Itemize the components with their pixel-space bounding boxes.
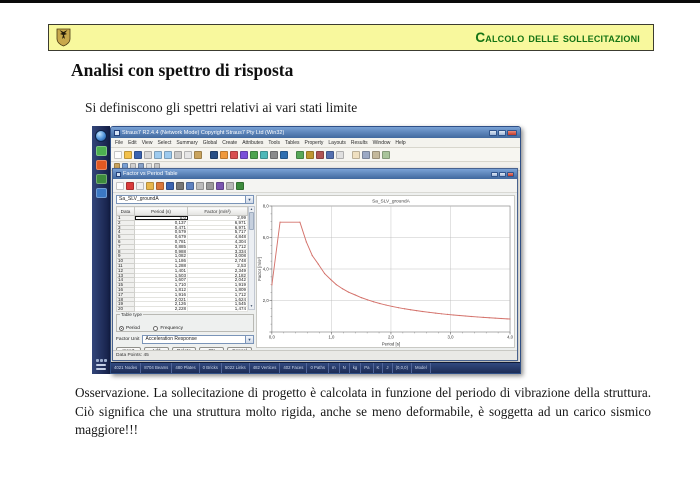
banner-title: Calcolo delle sollecitazioni (475, 30, 640, 45)
new-icon[interactable] (114, 151, 122, 159)
windows-taskbar (92, 126, 110, 374)
paste-up-icon[interactable] (146, 182, 154, 190)
menu-bar (111, 138, 520, 148)
cut-icon[interactable] (174, 151, 182, 159)
status-segment: K (374, 363, 384, 373)
close-button[interactable] (507, 130, 517, 136)
dialog-minimize-button[interactable] (491, 172, 498, 177)
table-cell[interactable]: 1,288 (135, 263, 188, 268)
taskbar-app-icon-3[interactable] (96, 174, 107, 184)
table-cell[interactable]: 9 (117, 254, 135, 259)
table-cell[interactable]: 2,182 (188, 273, 248, 278)
table-cell[interactable]: 3 (117, 225, 135, 230)
svg-text:Sa_SLV_groundA: Sa_SLV_groundA (372, 199, 410, 205)
snap-icon[interactable] (372, 151, 380, 159)
menu-window[interactable]: Window (372, 139, 391, 146)
table-panel (113, 193, 254, 350)
plot-options-icon[interactable] (236, 182, 244, 190)
status-segment: Model (412, 363, 431, 373)
svg-text:6,0: 6,0 (262, 234, 269, 241)
table-cell[interactable]: 2 (117, 220, 135, 225)
table-cell[interactable]: 1,916 (135, 292, 188, 297)
table-cell[interactable]: 2,042 (188, 278, 248, 283)
svg-text:4,0: 4,0 (507, 334, 513, 340)
table-cell[interactable]: 2,53 (188, 263, 248, 268)
renumber-icon[interactable] (196, 182, 204, 190)
spectrum-select-value: Sa_SLV_groundA (119, 196, 159, 202)
scroll-down-icon[interactable]: ▼ (249, 304, 254, 308)
undo-icon[interactable] (154, 151, 162, 159)
dialog-title: Factor vs Period Table (123, 171, 178, 177)
table-cell[interactable]: 20 (117, 307, 135, 312)
chart-panel (254, 193, 517, 350)
zoom-out-icon[interactable] (220, 151, 228, 159)
window-title: Straus7 R2.4.4 (Network Mode) Copyright Straus7 Pty Ltd (Win32) (122, 129, 285, 136)
taskbar-app-icon-2[interactable] (96, 160, 107, 170)
table-cell[interactable]: 2,99 (188, 216, 248, 221)
factor-period-table[interactable] (116, 206, 248, 312)
eagle-crest-logo (56, 28, 71, 47)
menu-help[interactable]: Help (395, 139, 406, 146)
status-segment: 0 Bricks (200, 363, 222, 373)
status-segment: (0,0,0) (393, 363, 412, 373)
table-cell[interactable]: 17 (117, 292, 135, 297)
table-cell[interactable]: 2,021 (135, 297, 188, 302)
status-segment: Pa (361, 363, 373, 373)
insert-grid-icon[interactable] (186, 182, 194, 190)
status-segment: 482 Vertices (250, 363, 281, 373)
svg-text:2,0: 2,0 (388, 334, 394, 340)
status-segment: 8704 Beams (141, 363, 172, 373)
import-icon[interactable] (166, 182, 174, 190)
smooth-icon[interactable] (226, 182, 234, 190)
spectrum-chart (256, 195, 515, 348)
table-cell[interactable]: 1,710 (135, 283, 188, 288)
menu-results[interactable]: Results (350, 139, 368, 146)
select-none-icon[interactable] (352, 151, 360, 159)
table-cell[interactable]: 0,579 (135, 230, 188, 235)
table-cell[interactable]: 1,186 (135, 259, 188, 264)
intro-text: Si definiscono gli spettri relativi ai vari stati limite (85, 100, 358, 115)
entity-display-icon[interactable] (250, 151, 258, 159)
pan-icon[interactable] (230, 151, 238, 159)
straus7-window (110, 126, 521, 374)
table-cell[interactable]: 6,971 (188, 225, 248, 230)
radio-period[interactable] (119, 326, 140, 331)
status-segment: 402 Faces (280, 363, 307, 373)
data-points-count: Data Points: 45 (116, 353, 149, 358)
chevron-down-icon: ▼ (245, 336, 253, 343)
open-icon[interactable] (124, 151, 132, 159)
menu-property[interactable]: Property (304, 139, 324, 146)
wireframe-icon[interactable] (270, 151, 278, 159)
zoom-in-icon[interactable] (210, 151, 218, 159)
table-cell[interactable]: 0,781 (135, 239, 188, 244)
table-cell[interactable]: 10 (117, 259, 135, 264)
table-cell[interactable]: 1,812 (135, 287, 188, 292)
app-statusbar (111, 362, 520, 373)
layers-icon[interactable] (260, 151, 268, 159)
table-cell[interactable]: 0,471 (135, 225, 188, 230)
table-cell[interactable]: 13 (117, 273, 135, 278)
radio-frequency-label: Frequency (160, 326, 183, 331)
table-cell[interactable]: 3,008 (188, 254, 248, 259)
taskbar-app-icon-1[interactable] (96, 146, 107, 156)
top-border (0, 0, 700, 3)
table-cell[interactable]: 19 (117, 302, 135, 307)
column-header: Period (s) (135, 207, 188, 216)
svg-text:Period [s]: Period [s] (381, 341, 401, 347)
column-header: Data (117, 207, 135, 216)
beam-select-icon[interactable] (306, 151, 314, 159)
solid-view-icon[interactable] (280, 151, 288, 159)
status-segment: m (329, 363, 340, 373)
table-cell[interactable]: 1 (117, 216, 135, 221)
spectrum-select[interactable] (116, 195, 254, 204)
delete-icon[interactable] (126, 182, 134, 190)
svg-text:4,0: 4,0 (262, 266, 269, 272)
radio-period-label: Period (126, 326, 140, 331)
table-cell[interactable]: 6 (117, 239, 135, 244)
copy-icon[interactable] (184, 151, 192, 159)
radio-selected-icon (119, 326, 124, 331)
dialog-titlebar[interactable] (113, 169, 517, 179)
dialog-statusbar (113, 350, 517, 360)
table-icon (116, 172, 121, 177)
table-cell[interactable]: 14 (117, 278, 135, 283)
status-segment: 5022 Links (222, 363, 250, 373)
factor-unit-select[interactable] (142, 335, 254, 344)
new-row-icon[interactable] (116, 182, 124, 190)
dialog-toolbar (113, 179, 517, 193)
table-cell[interactable]: 1,919 (188, 283, 248, 288)
table-cell[interactable]: 0,679 (135, 235, 188, 240)
measure-icon[interactable] (382, 151, 390, 159)
table-type-label: Table type (121, 312, 142, 317)
minimize-button[interactable] (489, 130, 497, 136)
status-segment: 480 Plates (172, 363, 199, 373)
table-cell[interactable]: 4,848 (188, 235, 248, 240)
grid-icon[interactable] (362, 151, 370, 159)
column-header: Factor (m/s²) (188, 207, 248, 216)
paste-down-icon[interactable] (156, 182, 164, 190)
copy-icon[interactable] (136, 182, 144, 190)
table-cell[interactable]: 8 (117, 249, 135, 254)
menu-summary[interactable]: Summary (176, 139, 198, 146)
straus7-screenshot (92, 126, 521, 374)
table-cell[interactable]: 2,349 (188, 268, 248, 273)
menu-create[interactable]: Create (222, 139, 238, 146)
menu-tools[interactable]: Tools (268, 139, 281, 146)
taskbar-date (96, 368, 106, 370)
table-cell[interactable]: 3,712 (188, 244, 248, 249)
app-icon (114, 130, 120, 136)
save-icon[interactable] (134, 151, 142, 159)
select-all-icon[interactable] (336, 151, 344, 159)
table-cell[interactable]: 1,712 (188, 292, 248, 297)
table-row[interactable] (117, 307, 248, 312)
status-segment: kg (350, 363, 362, 373)
table-cell[interactable]: 1,503 (135, 273, 188, 278)
table-cell[interactable]: 1,545 (188, 302, 248, 307)
brick-select-icon[interactable] (326, 151, 334, 159)
start-button[interactable] (95, 130, 107, 142)
table-cell[interactable]: 1,809 (188, 287, 248, 292)
table-cell[interactable]: 4,304 (188, 239, 248, 244)
table-cell[interactable]: 1,624 (188, 297, 248, 302)
table-cell[interactable]: 3,334 (188, 249, 248, 254)
table-type-group (116, 314, 254, 332)
status-segment: N (340, 363, 350, 373)
table-cell[interactable]: 16 (117, 287, 135, 292)
menu-select[interactable]: Select (157, 139, 172, 146)
node-select-icon[interactable] (296, 151, 304, 159)
radio-unselected-icon (153, 326, 158, 331)
find-icon[interactable] (206, 182, 214, 190)
svg-text:2,0: 2,0 (262, 297, 269, 304)
redo-icon[interactable] (164, 151, 172, 159)
header-banner (48, 24, 654, 51)
svg-text:3,0: 3,0 (447, 334, 454, 340)
page-title: Analisi con spettro di risposta (71, 60, 294, 80)
rotate-icon[interactable] (240, 151, 248, 159)
menu-edit[interactable]: Edit (128, 139, 137, 146)
svg-text:0,0: 0,0 (268, 334, 275, 340)
paste-icon[interactable] (194, 151, 202, 159)
status-segment: J (383, 363, 392, 373)
table-cell[interactable]: 2,748 (188, 259, 248, 264)
table-cell[interactable]: 7 (117, 244, 135, 249)
table-cell[interactable]: 1,401 (135, 268, 188, 273)
menu-file[interactable]: File (115, 139, 124, 146)
taskbar-app-icon-4[interactable] (96, 188, 107, 198)
table-cell[interactable]: 4 (117, 230, 135, 235)
factor-period-dialog (112, 168, 518, 361)
export-icon[interactable] (176, 182, 184, 190)
table-cell[interactable]: 0,0 (135, 216, 188, 221)
svg-text:1,0: 1,0 (328, 334, 335, 340)
table-cell[interactable]: 1,082 (135, 254, 188, 259)
table-cell[interactable]: 1,474 (188, 307, 248, 312)
table-cell[interactable]: 11 (117, 263, 135, 268)
table-cell[interactable]: 15 (117, 283, 135, 288)
taskbar-clock (96, 364, 106, 366)
window-titlebar[interactable] (111, 127, 520, 138)
system-tray (96, 359, 107, 370)
menu-global[interactable]: Global (202, 139, 218, 146)
status-segment: 0 Paths (307, 363, 329, 373)
menu-view[interactable]: View (141, 139, 153, 146)
scale-icon[interactable] (216, 182, 224, 190)
table-cell[interactable]: 5 (117, 235, 135, 240)
tray-icons[interactable] (96, 359, 107, 362)
plate-select-icon[interactable] (316, 151, 324, 159)
table-cell[interactable]: 0,137 (135, 220, 188, 225)
table-cell[interactable]: 5,717 (188, 230, 248, 235)
table-cell[interactable]: 1,607 (135, 278, 188, 283)
main-toolbar (111, 148, 520, 162)
svg-text:8,0: 8,0 (262, 203, 269, 209)
menu-tables[interactable]: Tables (285, 139, 300, 146)
chevron-down-icon: ▼ (245, 196, 253, 203)
table-cell[interactable]: 2,228 (135, 307, 188, 312)
table-cell[interactable]: 12 (117, 268, 135, 273)
dialog-close-button[interactable] (507, 172, 514, 177)
factor-unit-value: Acceleration Response (145, 336, 197, 342)
table-cell[interactable]: 0,988 (135, 249, 188, 254)
table-cell[interactable]: 2,126 (135, 302, 188, 307)
factor-unit-label: Factor Unit (116, 337, 140, 342)
table-cell[interactable]: 18 (117, 297, 135, 302)
observation-text: Osservazione. La sollecitazione di progetto è calcolata in funzione del periodo di vibrazione della struttura. Ciò significa che una struttura molto rigida, anche se meno deformabile, è soggetta ad un carico sismico maggiore!!! (75, 385, 651, 438)
radio-frequency[interactable] (153, 326, 183, 331)
status-segment: 4021 Nodes (111, 363, 141, 373)
table-cell[interactable]: 0,885 (135, 244, 188, 249)
dialog-maximize-button[interactable] (499, 172, 506, 177)
menu-layouts[interactable]: Layouts (328, 139, 346, 146)
table-cell[interactable]: 6,971 (188, 220, 248, 225)
print-icon[interactable] (144, 151, 152, 159)
svg-text:Factor [m/s²]: Factor [m/s²] (256, 257, 262, 281)
menu-attributes[interactable]: Attributes (242, 139, 264, 146)
scroll-up-icon[interactable]: ▲ (249, 207, 254, 211)
maximize-button[interactable] (498, 130, 506, 136)
